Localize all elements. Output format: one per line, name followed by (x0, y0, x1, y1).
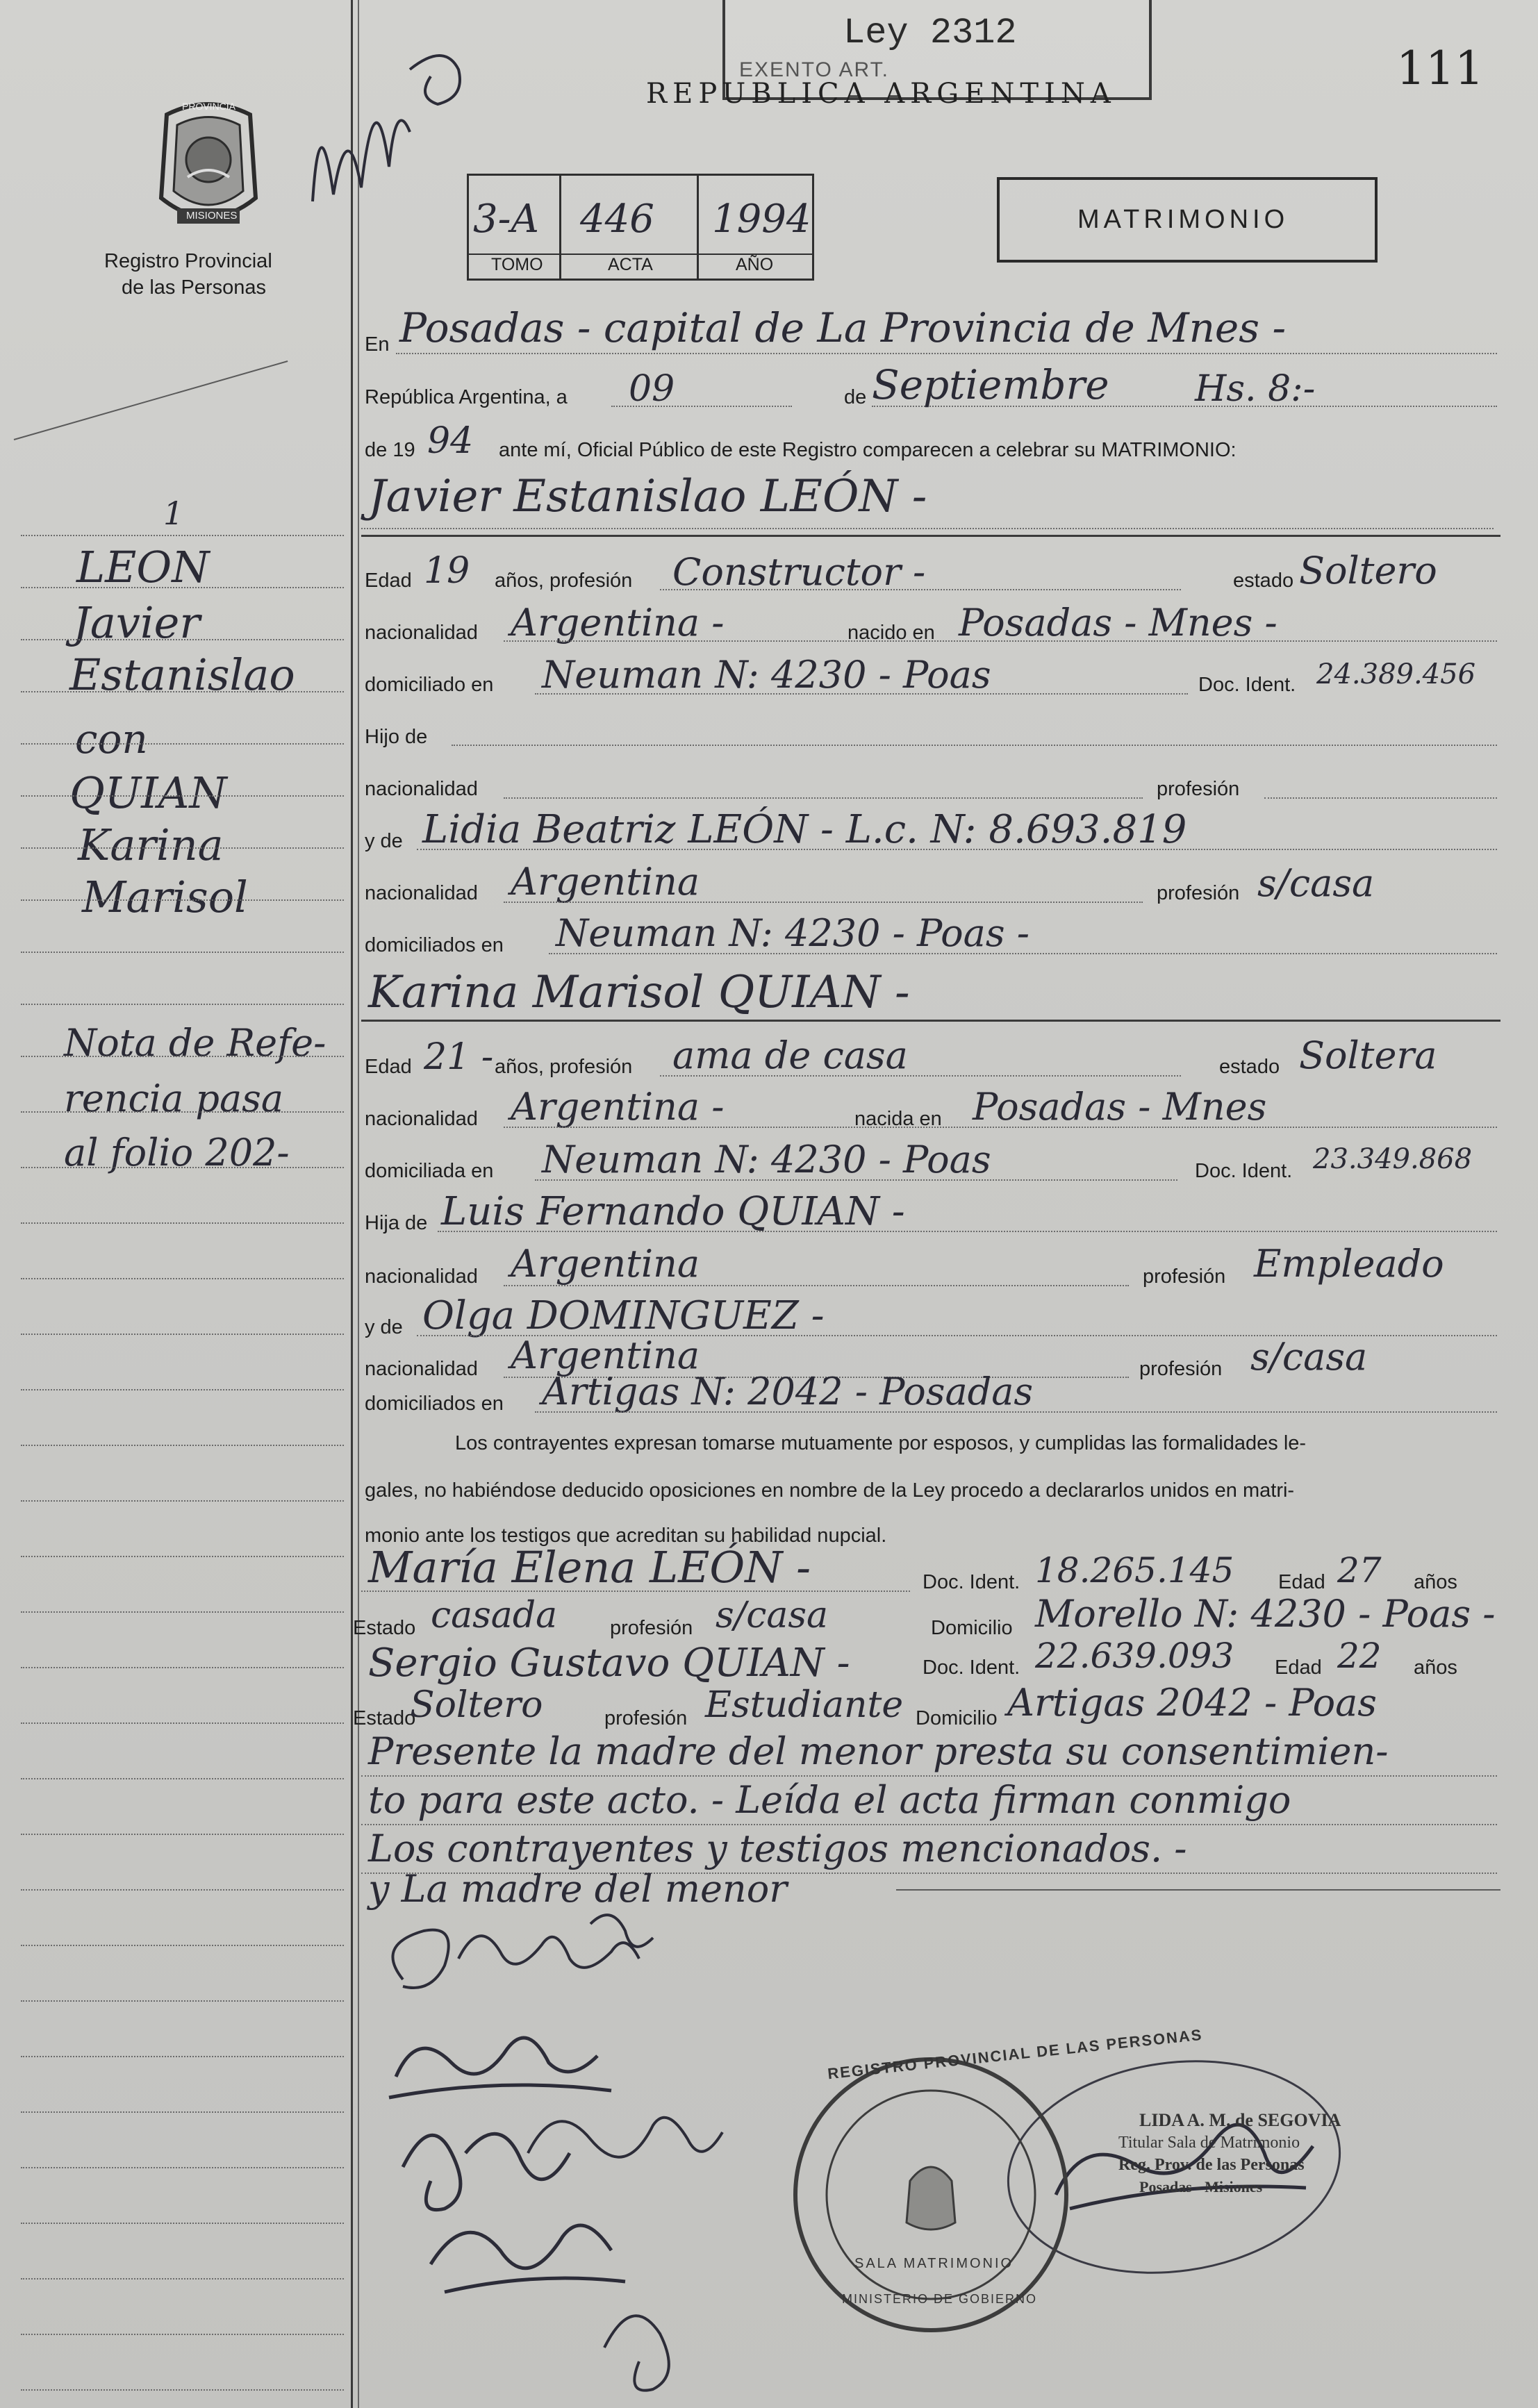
label-de-month: de (844, 386, 867, 408)
label-bride-nac: nacionalidad (365, 1108, 478, 1130)
round-seal-outer-top: REGISTRO PROVINCIAL DE LAS PERSONAS (827, 2025, 1204, 2083)
field-w1-estado: casada (431, 1595, 558, 1636)
label-bride-edad: Edad (365, 1056, 412, 1078)
label-ante: ante mí, Oficial Público de este Registro comparecen a celebrar su MATRIMONIO: (499, 439, 1237, 461)
emblem-bottom-text: MISIONES (186, 210, 238, 222)
field-groom-parents-dom: Neuman N: 4230 - Poas - (556, 911, 1030, 955)
field-groom-nac: Argentina - (511, 601, 725, 645)
official-stamp-line-4: Posadas - Misiones (1139, 2178, 1263, 2195)
field-groom-dom: Neuman N: 4230 - Poas (542, 653, 991, 697)
label-groom-anios: años, profesión (495, 570, 633, 592)
margin-name-6: Marisol (82, 872, 248, 922)
label-republica: República Argentina, a (365, 386, 568, 408)
label-bride-yde: y de (365, 1316, 403, 1338)
label-bride-estado: estado (1219, 1056, 1280, 1078)
field-w1-prof: s/casa (716, 1595, 829, 1636)
anio-label: AÑO (736, 255, 774, 274)
margin-index: 1 (163, 495, 184, 532)
official-stamp-line-3: Reg. Prov. de las Personas (1118, 2156, 1305, 2174)
label-bride-anios: años, profesión (495, 1056, 633, 1078)
registry-line-1: Registro Provincial (104, 250, 272, 272)
label-w2-prof: profesión (604, 1707, 688, 1729)
margin-rule-left (351, 0, 353, 2408)
margin-name-2: Estanislao (69, 649, 295, 700)
field-groom-name: Javier Estanislao LEÓN - (368, 471, 927, 522)
matrimonio-title: MATRIMONIO (1077, 205, 1289, 234)
paragraph-line-2: gales, no habiéndose deducido oposiciones en nombre de la Ley procedo a declararlos unidos en matri- (365, 1479, 1295, 1502)
label-w2-doc: Doc. Ident. (923, 1656, 1020, 1679)
label-groom-nacido: nacido en (847, 622, 935, 644)
label-w1-edad: Edad (1278, 1571, 1325, 1593)
label-w2-anos: años (1414, 1656, 1457, 1679)
margin-note-0: Nota de Refe- (64, 1021, 326, 1065)
label-w1-anos: años (1414, 1571, 1457, 1593)
label-groom-parents-dom: domiciliados en (365, 934, 504, 956)
label-w1-doc: Doc. Ident. (923, 1571, 1020, 1593)
label-groom-nac: nacionalidad (365, 622, 478, 644)
field-bride-prof: ama de casa (672, 1033, 908, 1077)
label-bride-dom: domiciliada en (365, 1160, 494, 1182)
label-bride-mother-prof: profesión (1139, 1358, 1223, 1380)
observation-line-1: Presente la madre del menor presta su consentimien- (368, 1729, 1389, 1773)
field-month: Septiembre (872, 361, 1109, 408)
label-bride-father-prof: profesión (1143, 1265, 1226, 1288)
field-day: 09 (629, 368, 675, 410)
paragraph-line-1: Los contrayentes expresan tomarse mutuamente por esposos, y cumplidas las formalidades le- (455, 1432, 1307, 1454)
field-bride-name: Karina Marisol QUIAN - (368, 967, 910, 1018)
label-groom-hijo: Hijo de (365, 726, 428, 748)
top-initials-graphic (292, 28, 486, 215)
label-en: En (365, 333, 390, 356)
margin-rule-right (358, 0, 359, 2408)
label-w2-estado: Estado (353, 1707, 416, 1729)
label-bride-nacida: nacida en (854, 1108, 942, 1130)
matrimonio-title-box (997, 177, 1378, 263)
round-seal-inner: SALA MATRIMONIO (854, 2256, 1014, 2271)
margin-name-0: LEON (76, 542, 210, 592)
field-groom-estado: Soltero (1299, 549, 1437, 592)
label-groom-mother-prof: profesión (1157, 882, 1240, 904)
field-hour: Hs. 8:- (1195, 368, 1316, 410)
field-w2-age: 22 (1337, 1636, 1382, 1676)
field-w1-age: 27 (1337, 1550, 1382, 1591)
margin-note-2: al folio 202- (64, 1131, 290, 1174)
label-groom-yde: y de (365, 830, 403, 852)
label-bride-doc: Doc. Ident. (1195, 1160, 1293, 1182)
registry-line-2: de las Personas (122, 276, 266, 299)
exempt-stamp-text: EXENTO ART. (739, 58, 889, 81)
label-groom-mother-nac: nacionalidad (365, 882, 478, 904)
observation-line-3: Los contrayentes y testigos mencionados. - (368, 1827, 1187, 1870)
label-groom-doc: Doc. Ident. (1198, 674, 1296, 696)
margin-name-5: Karina (78, 820, 224, 870)
tomo-value: 3-A (473, 197, 539, 242)
margin-name-1: Javier (73, 597, 201, 648)
official-stamp-line-2: Titular Sala de Matrimonio (1118, 2134, 1300, 2152)
label-bride-father-nac: nacionalidad (365, 1265, 478, 1288)
field-w2-prof: Estudiante (705, 1684, 904, 1726)
field-bride-estado: Soltera (1299, 1033, 1437, 1077)
observation-line-4: y La madre del menor (368, 1867, 788, 1911)
field-groom-mother-nac: Argentina (511, 860, 700, 904)
anio-value: 1994 (712, 197, 811, 242)
field-groom-born: Posadas - Mnes - (959, 601, 1277, 645)
field-w2-estado: Soltero (410, 1684, 543, 1726)
field-year: 94 (427, 420, 474, 462)
field-bride-father-nac: Argentina (511, 1242, 700, 1286)
field-bride-nac: Argentina - (511, 1085, 725, 1129)
folio-number: 111 (1396, 42, 1484, 95)
field-groom-prof: Constructor - (672, 550, 926, 594)
margin-note-1: rencia pasa (64, 1077, 284, 1120)
field-bride-doc: 23.349.868 (1313, 1143, 1473, 1175)
field-bride-born: Posadas - Mnes (973, 1085, 1267, 1129)
label-groom-edad: Edad (365, 570, 412, 592)
field-w2-doc: 22.639.093 (1035, 1636, 1234, 1676)
margin-divider (14, 360, 288, 440)
field-groom-mother-prof: s/casa (1257, 861, 1375, 905)
field-bride-mother-nac: Argentina (511, 1334, 700, 1377)
label-w2-edad: Edad (1275, 1656, 1322, 1679)
field-bride-parents-dom: Artigas N: 2042 - Posadas (542, 1370, 1034, 1413)
emblem-top-text: PROVINCIA (182, 101, 236, 112)
field-w1-name: María Elena LEÓN - (368, 1542, 811, 1593)
field-bride-father-prof: Empleado (1254, 1242, 1444, 1286)
official-stamp-line-1: LIDA A. M. de SEGOVIA (1139, 2110, 1341, 2130)
label-w1-estado: Estado (353, 1617, 416, 1639)
field-w1-dom: Morello N: 4230 - Poas - (1035, 1592, 1496, 1636)
field-place: Posadas - capital de La Provincia de Mnes - (399, 304, 1287, 351)
field-bride-mother-prof: s/casa (1250, 1335, 1368, 1379)
label-bride-hija: Hija de (365, 1212, 428, 1234)
paragraph-line-3: monio ante los testigos que acreditan su habilidad nupcial. (365, 1525, 887, 1547)
label-bride-mother-nac: nacionalidad (365, 1358, 478, 1380)
field-bride-father: Luis Fernando QUIAN - (441, 1189, 905, 1234)
field-bride-dom: Neuman N: 4230 - Poas (542, 1138, 991, 1181)
field-bride-age: 21 - (424, 1036, 494, 1078)
acta-value: 446 (580, 197, 654, 242)
field-bride-mother: Olga DOMINGUEZ - (422, 1293, 825, 1338)
label-w1-dom: Domicilio (931, 1617, 1013, 1639)
field-w2-dom: Artigas 2042 - Poas (1007, 1681, 1377, 1725)
label-groom-dom: domiciliado en (365, 674, 494, 696)
field-w1-doc: 18.265.145 (1035, 1550, 1234, 1591)
record-box (467, 174, 814, 281)
label-groom-estado: estado (1233, 570, 1294, 592)
label-year: de 19 (365, 439, 415, 461)
field-groom-age: 19 (424, 550, 470, 592)
law-stamp-text: Ley 2312 (843, 13, 1017, 53)
margin-name-4: QUIAN (69, 767, 227, 818)
label-w1-prof: profesión (610, 1617, 693, 1639)
field-groom-doc: 24.389.456 (1316, 658, 1476, 690)
tomo-label: TOMO (491, 255, 543, 274)
field-w2-name: Sergio Gustavo QUIAN - (368, 1641, 850, 1686)
country-heading: REPUBLICA ARGENTINA (646, 78, 1116, 110)
observation-line-2: to para este acto. - Leída el acta firman conmigo (368, 1778, 1291, 1822)
round-seal-outer-bottom: MINISTERIO DE GOBIERNO (842, 2292, 1038, 2306)
label-groom-father-nac: nacionalidad (365, 778, 478, 800)
label-bride-parents-dom: domiciliados en (365, 1393, 504, 1415)
acta-label: ACTA (608, 255, 653, 274)
signatures-graphic (361, 1903, 1528, 2403)
label-w2-dom: Domicilio (916, 1707, 998, 1729)
margin-name-3: con (75, 715, 148, 763)
label-groom-father-prof: profesión (1157, 778, 1240, 800)
field-groom-mother: Lidia Beatriz LEÓN - L.c. N: 8.693.819 (422, 807, 1187, 852)
